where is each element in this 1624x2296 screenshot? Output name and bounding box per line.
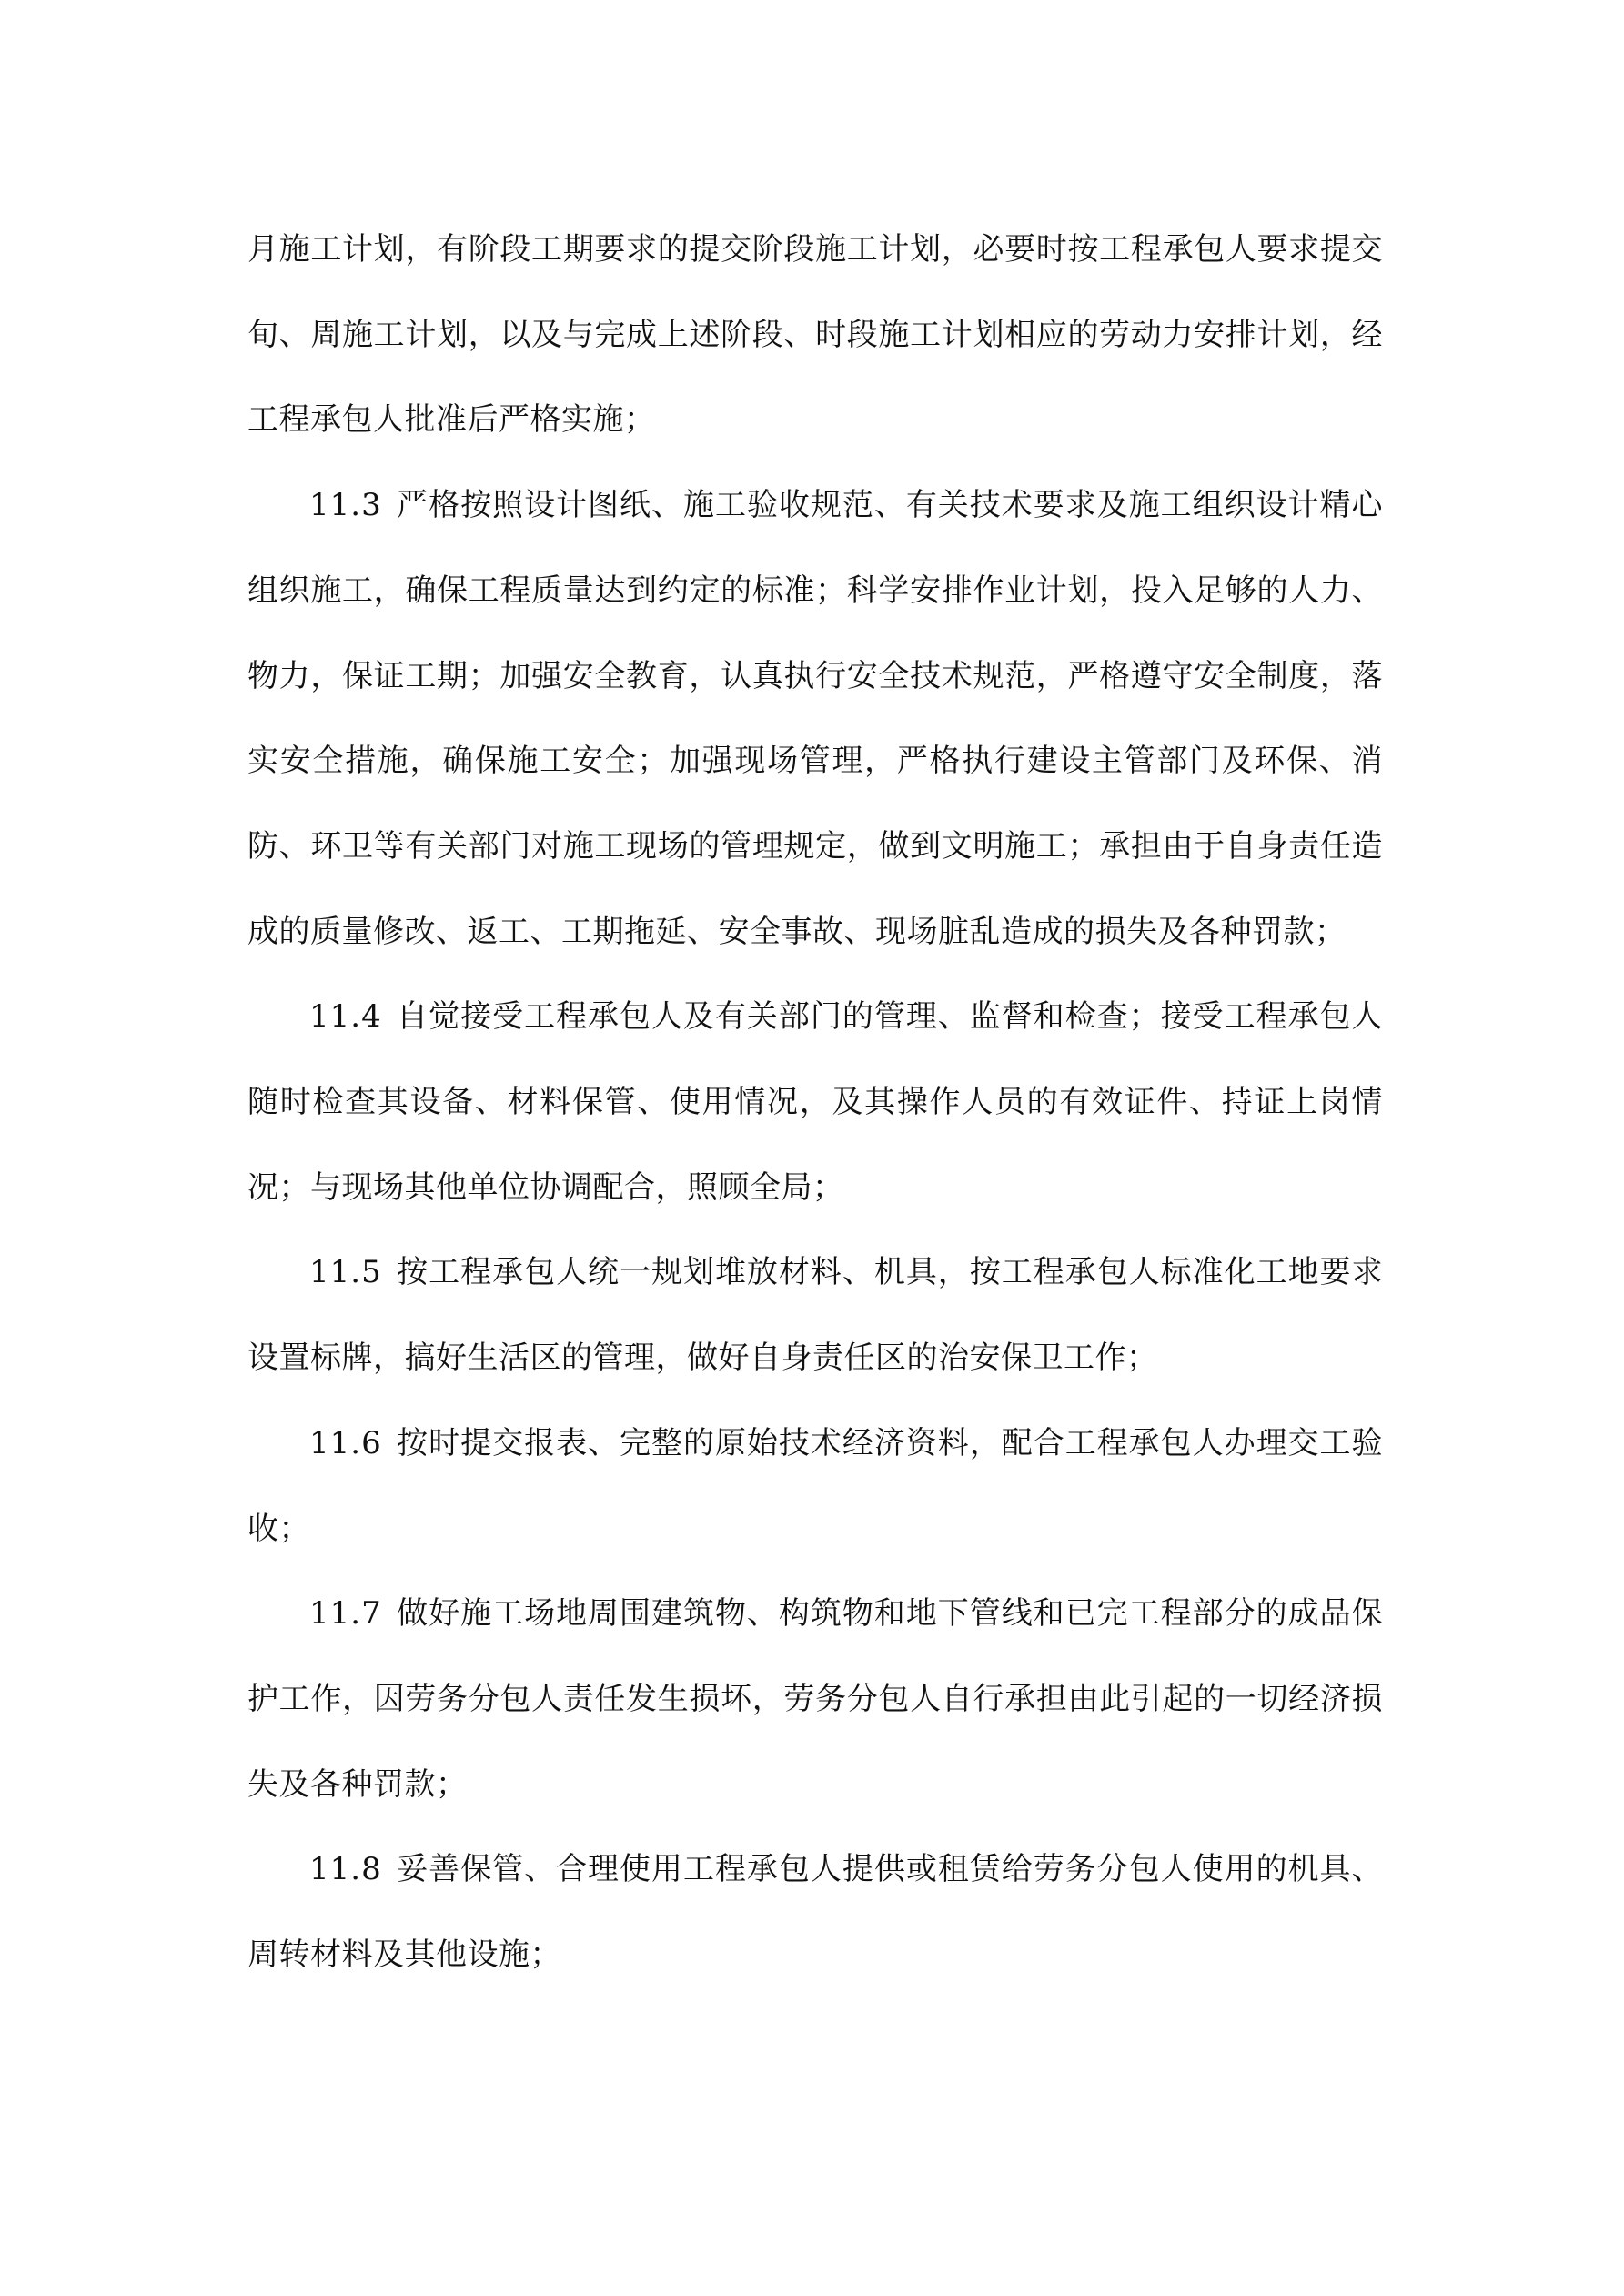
paragraph-11-8 [247,1827,1383,1998]
paragraph-text: 自觉接受工程承包人及有关部门的管理、监督和检查；接受工程承包人随时检查其设备、材料保管、使用情况，及其操作人员的有效证件、持证上岗情况；与现场其他单位协调配合，照顾全局； [247,998,1383,1206]
clause-number: 11.3 [309,487,382,524]
document-body [247,207,1383,1998]
clause-number: 11.7 [309,1595,382,1633]
paragraph-text: 严格按照设计图纸、施工验收规范、有关技术要求及施工组织设计精心组织施工，确保工程质量达到约定的标准；科学安排作业计划，投入足够的人力、物力，保证工期；加强安全教育，认真执行安全技术规范，严格遵守安全制度，落实安全措施，确保施工安全；加强现场管理，严格执行建设主管部门及环保、消防、环卫等有关部门对施工现场的管理规定，做到文明施工；承担由于自身责任造成的质量修改、返工、工期拖延、安全事故、现场脏乱造成的损失及各种罚款； [247,487,1383,950]
paragraph-text: 做好施工场地周围建筑物、构筑物和地下管线和已完工程部分的成品保护工作，因劳务分包人责任发生损坏，劳务分包人自行承担由此引起的一切经济损失及各种罚款； [247,1595,1383,1803]
paragraph-11-6 [247,1401,1383,1572]
paragraph-11-4 [247,975,1383,1230]
paragraph-text: 按工程承包人统一规划堆放材料、机具，按工程承包人标准化工地要求设置标牌，搞好生活区的管理，做好自身责任区的治安保卫工作； [247,1254,1383,1377]
paragraph-text: 月施工计划，有阶段工期要求的提交阶段施工计划，必要时按工程承包人要求提交旬、周施工计划，以及与完成上述阶段、时段施工计划相应的劳动力安排计划，经工程承包人批准后严格实施； [247,231,1383,439]
paragraph-text: 妥善保管、合理使用工程承包人提供或租赁给劳务分包人使用的机具、周转材料及其他设施； [247,1851,1383,1974]
paragraph-continued [247,207,1383,463]
clause-number: 11.4 [309,998,382,1036]
paragraph-11-5 [247,1230,1383,1401]
clause-number: 11.5 [309,1254,382,1291]
clause-number: 11.8 [309,1851,382,1888]
clause-number: 11.6 [309,1424,382,1462]
paragraph-11-3 [247,463,1383,975]
paragraph-text: 按时提交报表、完整的原始技术经济资料，配合工程承包人办理交工验收； [247,1424,1383,1547]
paragraph-11-7 [247,1572,1383,1827]
